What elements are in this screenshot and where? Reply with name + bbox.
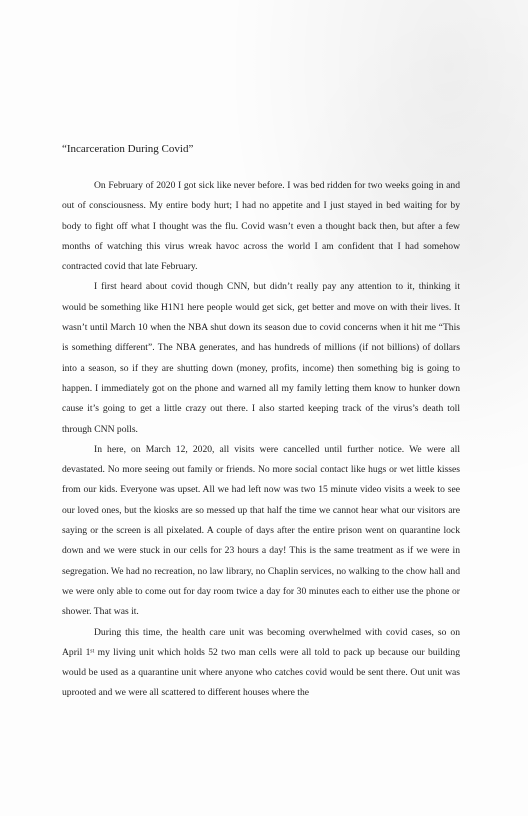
paragraph-3: In here, on March 12, 2020, all visits were cancelled until further notice. We were all devastated. No more seeing out family or friends. No more social contact like hugs or wet little kisses from our kids. Everyone was upset. All we had left now was two 15 minute video visits a week to see our loved ones, but the kiosks are so messed up that half the time we cannot hear what our visitors are saying or the screen is all pixelated. A couple of days after the entire prison went on quarantine lock down and we were stuck in our cells for 23 hours a day! This is the same treatment as if we were in segregation. We had no recreation, no law library, no Chaplin services, no walking to the chow hall and we were only able to come out for day room twice a day for 30 minutes each to either use the phone or shower. That was it. (62, 443, 460, 618)
paragraph-1: On February of 2020 I got sick like never before. I was bed ridden for two weeks going in and out of consciousness. My entire body hurt; I had no appetite and I just stayed in bed waiting for by body to fight off what I thought was the flu. Covid wasn’t even a thought back then, but after a few months of watching this virus wreak havoc across the world I am confident that I had somehow contracted covid that late February. (62, 180, 460, 273)
paragraph-4: During this time, the health care unit was becoming overwhelmed with covid cases, so on April 1ˢᵗ my living unit which holds 52 two man cells were all told to pack up because our building would be used as a quarantine unit where anyone who catches covid would be sent there. Out unit was uprooted and we were all scattered to different houses where the (62, 626, 460, 699)
document-title: “Incarceration During Covid” (62, 143, 194, 155)
document-body (62, 176, 460, 704)
paragraph-2: I first heard about covid though CNN, but didn’t really pay any attention to it, thinking it would be something like H1N1 here people would get sick, get better and move on with their lives. It wasn’t until March 10 when the NBA shut down its season due to covid concerns when it hit me “This is something different”. The NBA generates, and has hundreds of millions (if not billions) of dollars into a season, so if they are shutting down (money, profits, income) then something big is going to happen. I immediately got on the phone and warned all my family letting them know to hunker down cause it’s going to get a little crazy out there. I also started keeping track of the virus’s death toll through CNN polls. (62, 281, 460, 435)
